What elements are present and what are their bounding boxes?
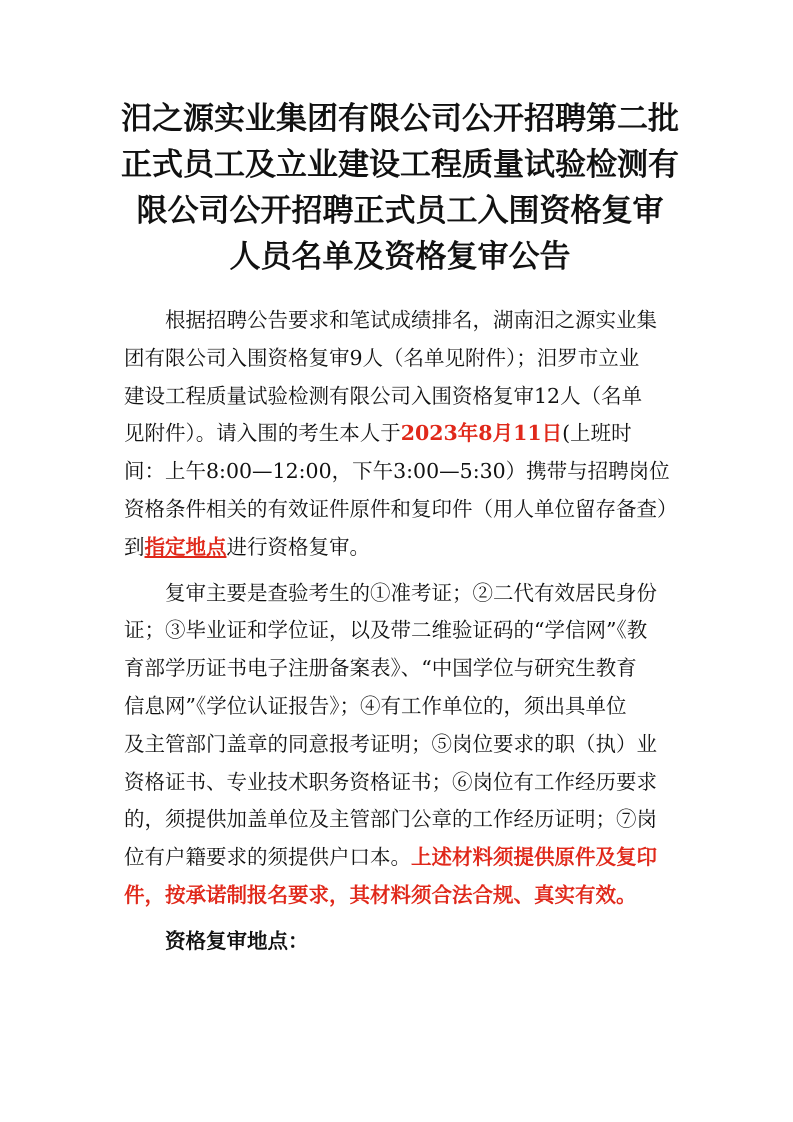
text-line: 复审主要是查验考生的①准考证；②二代有效居民身份 [165, 580, 657, 605]
document-body [124, 302, 678, 961]
text-line: 根据招聘公告要求和笔试成绩排名，湖南汨之源实业集 [165, 308, 657, 332]
text-line: 建设工程质量试验检测有限公司入围资格复审12人（名单 [124, 383, 643, 408]
text-line [124, 529, 669, 567]
paragraph-recruitment-notice [124, 302, 678, 567]
text-line: 证；③毕业证和学位证，以及带二维验证码的“学信网”《教 [124, 618, 648, 643]
review-location-heading: 资格复审地点： [165, 928, 309, 953]
paragraph-review-materials [124, 575, 669, 915]
text-line: 的，须提供加盖单位及主管部门公章的工作经历证明；⑦岗 [124, 807, 657, 832]
text-line: 信息网”《学位认证报告》；④有工作单位的，须出具单位 [124, 693, 627, 718]
text-line [124, 839, 669, 877]
materials-requirement-highlight-cont: 件，按承诺制报名要求，其材料须合法合规、真实有效。 [124, 882, 637, 907]
text-line: 间：上午8:00—12:00，下午3:00—5:30）携带与招聘岗位 [124, 459, 670, 484]
text-line [124, 415, 669, 453]
text-segment: (上班时 [562, 421, 632, 446]
paragraph-gap [124, 915, 669, 923]
text-line: 及主管部门盖章的同意报考证明；⑤岗位要求的职（执）业 [124, 731, 657, 756]
title-line-4: 人员名单及资格复审公告 [229, 239, 571, 275]
text-segment: 位有户籍要求的须提供户口本。 [124, 845, 411, 870]
text-line: 资格证书、专业技术职务资格证书；⑥岗位有工作经历要求 [124, 769, 657, 794]
text-segment: 到 [124, 534, 145, 559]
text-segment: 见附件）。请入围的考生本人于 [124, 421, 401, 446]
review-date: 2023年8月11日 [400, 421, 563, 446]
title-line-1: 汨之源实业集团有限公司公开招聘第二批 [121, 101, 679, 137]
text-line: 育部学历证书电子注册备案表》、“中国学位与研究生教育 [124, 656, 637, 681]
materials-requirement-highlight: 上述材料须提供原件及复印 [411, 845, 657, 870]
title-line-2: 正式员工及立业建设工程质量试验检测有 [121, 147, 679, 183]
paragraph-review-location [124, 923, 669, 961]
title-line-3: 限公司公开招聘正式员工入围资格复审 [136, 193, 664, 229]
document-title [100, 96, 700, 280]
paragraph-gap [124, 567, 669, 575]
text-line: 团有限公司入围资格复审9人（名单见附件）；汨罗市立业 [124, 345, 640, 370]
designated-location-link[interactable]: 指定地点 [144, 534, 227, 559]
text-segment: 进行资格复审。 [226, 534, 370, 559]
text-line: 资格条件相关的有效证件原件和复印件（用人单位留存备查） [124, 496, 678, 521]
